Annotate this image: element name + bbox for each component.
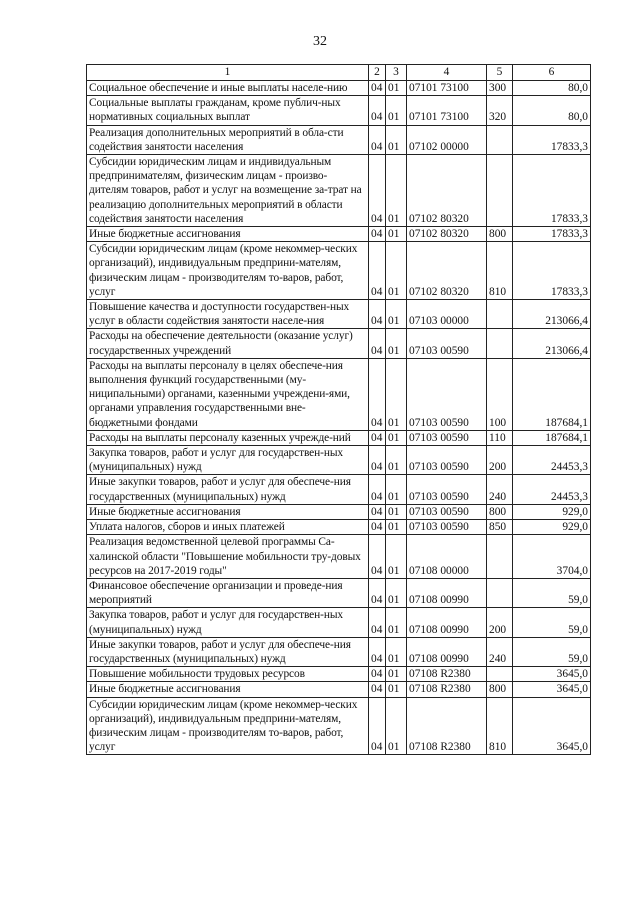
target-article-code: 07108 00990 bbox=[407, 637, 487, 666]
row-name: Иные бюджетные ассигнования bbox=[87, 682, 369, 697]
section-code: 04 bbox=[369, 155, 386, 227]
row-name: Закупка товаров, работ и услуг для государствен-ных (муниципальных) нужд bbox=[87, 446, 369, 475]
amount: 213066,4 bbox=[513, 300, 591, 329]
table-row bbox=[87, 520, 591, 535]
target-article-code: 07108 R2380 bbox=[407, 667, 487, 682]
table-row bbox=[87, 96, 591, 125]
target-article-code: 07108 R2380 bbox=[407, 697, 487, 755]
section-code: 04 bbox=[369, 358, 386, 430]
row-name: Закупка товаров, работ и услуг для государствен-ных (муниципальных) нужд bbox=[87, 608, 369, 637]
target-article-code: 07103 00590 bbox=[407, 520, 487, 535]
expense-type-code bbox=[487, 667, 513, 682]
table-row bbox=[87, 697, 591, 755]
table-row bbox=[87, 475, 591, 504]
section-code: 04 bbox=[369, 430, 386, 445]
amount: 80,0 bbox=[513, 96, 591, 125]
target-article-code: 07108 R2380 bbox=[407, 682, 487, 697]
row-name: Реализация ведомственной целевой программы Са-халинской области "Повышение мобильности тру-довых ресурсов на 2017-2019 годы" bbox=[87, 535, 369, 579]
amount: 17833,3 bbox=[513, 242, 591, 300]
subsection-code: 01 bbox=[386, 81, 407, 96]
section-code: 04 bbox=[369, 682, 386, 697]
section-code: 04 bbox=[369, 125, 386, 154]
expense-type-code: 800 bbox=[487, 682, 513, 697]
subsection-code: 01 bbox=[386, 504, 407, 519]
section-code: 04 bbox=[369, 81, 386, 96]
row-name: Иные бюджетные ассигнования bbox=[87, 227, 369, 242]
amount: 929,0 bbox=[513, 504, 591, 519]
row-name: Реализация дополнительных мероприятий в обла-сти содействия занятости населения bbox=[87, 125, 369, 154]
row-name: Социальное обеспечение и иные выплаты населе-нию bbox=[87, 81, 369, 96]
row-name: Уплата налогов, сборов и иных платежей bbox=[87, 520, 369, 535]
target-article-code: 07108 00990 bbox=[407, 608, 487, 637]
column-header: 4 bbox=[407, 65, 487, 81]
row-name: Субсидии юридическим лицам (кроме некоммер-ческих организаций), индивидуальным предприни-мателям, физическим лицам - производителям то-варов, работ, услуг bbox=[87, 242, 369, 300]
subsection-code: 01 bbox=[386, 96, 407, 125]
target-article-code: 07102 80320 bbox=[407, 227, 487, 242]
section-code: 04 bbox=[369, 667, 386, 682]
section-code: 04 bbox=[369, 520, 386, 535]
subsection-code: 01 bbox=[386, 155, 407, 227]
column-header: 3 bbox=[386, 65, 407, 81]
subsection-code: 01 bbox=[386, 358, 407, 430]
section-code: 04 bbox=[369, 504, 386, 519]
amount: 17833,3 bbox=[513, 125, 591, 154]
expense-type-code: 800 bbox=[487, 227, 513, 242]
row-name: Повышение мобильности трудовых ресурсов bbox=[87, 667, 369, 682]
table-row bbox=[87, 329, 591, 358]
subsection-code: 01 bbox=[386, 682, 407, 697]
target-article-code: 07102 80320 bbox=[407, 155, 487, 227]
row-name: Иные закупки товаров, работ и услуг для обеспече-ния государственных (муниципальных) нужд bbox=[87, 637, 369, 666]
section-code: 04 bbox=[369, 535, 386, 579]
section-code: 04 bbox=[369, 242, 386, 300]
target-article-code: 07101 73100 bbox=[407, 81, 487, 96]
target-article-code: 07103 00590 bbox=[407, 475, 487, 504]
section-code: 04 bbox=[369, 578, 386, 607]
section-code: 04 bbox=[369, 475, 386, 504]
subsection-code: 01 bbox=[386, 535, 407, 579]
expense-type-code: 200 bbox=[487, 608, 513, 637]
table-row bbox=[87, 667, 591, 682]
table-row bbox=[87, 300, 591, 329]
row-name: Повышение качества и доступности государствен-ных услуг в области содействия занятости населе-ния bbox=[87, 300, 369, 329]
section-code: 04 bbox=[369, 329, 386, 358]
row-name: Расходы на выплаты персоналу казенных учрежде-ний bbox=[87, 430, 369, 445]
column-header: 2 bbox=[369, 65, 386, 81]
table-row bbox=[87, 430, 591, 445]
table-row bbox=[87, 535, 591, 579]
subsection-code: 01 bbox=[386, 637, 407, 666]
amount: 17833,3 bbox=[513, 227, 591, 242]
amount: 59,0 bbox=[513, 637, 591, 666]
expense-type-code: 810 bbox=[487, 697, 513, 755]
expense-type-code: 200 bbox=[487, 446, 513, 475]
subsection-code: 01 bbox=[386, 430, 407, 445]
section-code: 04 bbox=[369, 697, 386, 755]
table-row bbox=[87, 81, 591, 96]
row-name: Иные бюджетные ассигнования bbox=[87, 504, 369, 519]
column-header: 6 bbox=[513, 65, 591, 81]
target-article-code: 07103 00000 bbox=[407, 300, 487, 329]
table-row bbox=[87, 242, 591, 300]
subsection-code: 01 bbox=[386, 475, 407, 504]
section-code: 04 bbox=[369, 446, 386, 475]
expense-type-code: 240 bbox=[487, 475, 513, 504]
target-article-code: 07108 00000 bbox=[407, 535, 487, 579]
target-article-code: 07102 80320 bbox=[407, 242, 487, 300]
expense-type-code: 240 bbox=[487, 637, 513, 666]
table-row bbox=[87, 155, 591, 227]
subsection-code: 01 bbox=[386, 520, 407, 535]
expense-type-code bbox=[487, 578, 513, 607]
row-name: Субсидии юридическим лицам (кроме некоммер-ческих организаций), индивидуальным предприни-мателям, физическим лицам - производителям то-варов, работ, услуг bbox=[87, 697, 369, 755]
subsection-code: 01 bbox=[386, 242, 407, 300]
expense-type-code: 300 bbox=[487, 81, 513, 96]
subsection-code: 01 bbox=[386, 125, 407, 154]
amount: 929,0 bbox=[513, 520, 591, 535]
amount: 187684,1 bbox=[513, 358, 591, 430]
subsection-code: 01 bbox=[386, 300, 407, 329]
amount: 3704,0 bbox=[513, 535, 591, 579]
expense-type-code: 100 bbox=[487, 358, 513, 430]
expense-type-code bbox=[487, 329, 513, 358]
target-article-code: 07103 00590 bbox=[407, 329, 487, 358]
table-row bbox=[87, 358, 591, 430]
amount: 24453,3 bbox=[513, 446, 591, 475]
section-code: 04 bbox=[369, 637, 386, 666]
target-article-code: 07108 00990 bbox=[407, 578, 487, 607]
row-name: Иные закупки товаров, работ и услуг для обеспече-ния государственных (муниципальных) нужд bbox=[87, 475, 369, 504]
subsection-code: 01 bbox=[386, 608, 407, 637]
expense-type-code: 810 bbox=[487, 242, 513, 300]
table-row bbox=[87, 682, 591, 697]
expense-type-code: 110 bbox=[487, 430, 513, 445]
target-article-code: 07103 00590 bbox=[407, 358, 487, 430]
section-code: 04 bbox=[369, 96, 386, 125]
page-number: 32 bbox=[313, 34, 327, 49]
expense-type-code bbox=[487, 535, 513, 579]
expense-type-code bbox=[487, 300, 513, 329]
column-header: 1 bbox=[87, 65, 369, 81]
subsection-code: 01 bbox=[386, 578, 407, 607]
column-header: 5 bbox=[487, 65, 513, 81]
subsection-code: 01 bbox=[386, 329, 407, 358]
table-row bbox=[87, 446, 591, 475]
expense-type-code bbox=[487, 125, 513, 154]
subsection-code: 01 bbox=[386, 697, 407, 755]
table-row bbox=[87, 504, 591, 519]
expense-type-code: 800 bbox=[487, 504, 513, 519]
expense-type-code bbox=[487, 155, 513, 227]
row-name: Субсидии юридическим лицам и индивидуальным предпринимателям, физическим лицам - произво-дителям товаров, работ и услуг на возмещение за-трат на реализацию дополнительных мероприятий в области содействия занятости населения bbox=[87, 155, 369, 227]
subsection-code: 01 bbox=[386, 667, 407, 682]
amount: 17833,3 bbox=[513, 155, 591, 227]
section-code: 04 bbox=[369, 608, 386, 637]
amount: 187684,1 bbox=[513, 430, 591, 445]
section-code: 04 bbox=[369, 227, 386, 242]
budget-table bbox=[86, 64, 591, 755]
table-row bbox=[87, 227, 591, 242]
target-article-code: 07101 73100 bbox=[407, 96, 487, 125]
expense-type-code: 850 bbox=[487, 520, 513, 535]
amount: 213066,4 bbox=[513, 329, 591, 358]
target-article-code: 07103 00590 bbox=[407, 430, 487, 445]
amount: 59,0 bbox=[513, 578, 591, 607]
section-code: 04 bbox=[369, 300, 386, 329]
table-row bbox=[87, 578, 591, 607]
amount: 3645,0 bbox=[513, 697, 591, 755]
row-name: Финансовое обеспечение организации и проведе-ния мероприятий bbox=[87, 578, 369, 607]
table-header-row bbox=[87, 65, 591, 81]
table-row bbox=[87, 125, 591, 154]
table-row bbox=[87, 608, 591, 637]
target-article-code: 07103 00590 bbox=[407, 446, 487, 475]
amount: 80,0 bbox=[513, 81, 591, 96]
table-row bbox=[87, 637, 591, 666]
subsection-code: 01 bbox=[386, 446, 407, 475]
row-name: Социальные выплаты гражданам, кроме публич-ных нормативных социальных выплат bbox=[87, 96, 369, 125]
target-article-code: 07102 00000 bbox=[407, 125, 487, 154]
amount: 24453,3 bbox=[513, 475, 591, 504]
expense-type-code: 320 bbox=[487, 96, 513, 125]
amount: 3645,0 bbox=[513, 667, 591, 682]
row-name: Расходы на выплаты персоналу в целях обеспече-ния выполнения функций государственными (му-ниципальными) органами, казенными учреждени-ями, органами управления государственными вне-бюджетными фондами bbox=[87, 358, 369, 430]
amount: 3645,0 bbox=[513, 682, 591, 697]
subsection-code: 01 bbox=[386, 227, 407, 242]
row-name: Расходы на обеспечение деятельности (оказание услуг) государственных учреждений bbox=[87, 329, 369, 358]
target-article-code: 07103 00590 bbox=[407, 504, 487, 519]
amount: 59,0 bbox=[513, 608, 591, 637]
